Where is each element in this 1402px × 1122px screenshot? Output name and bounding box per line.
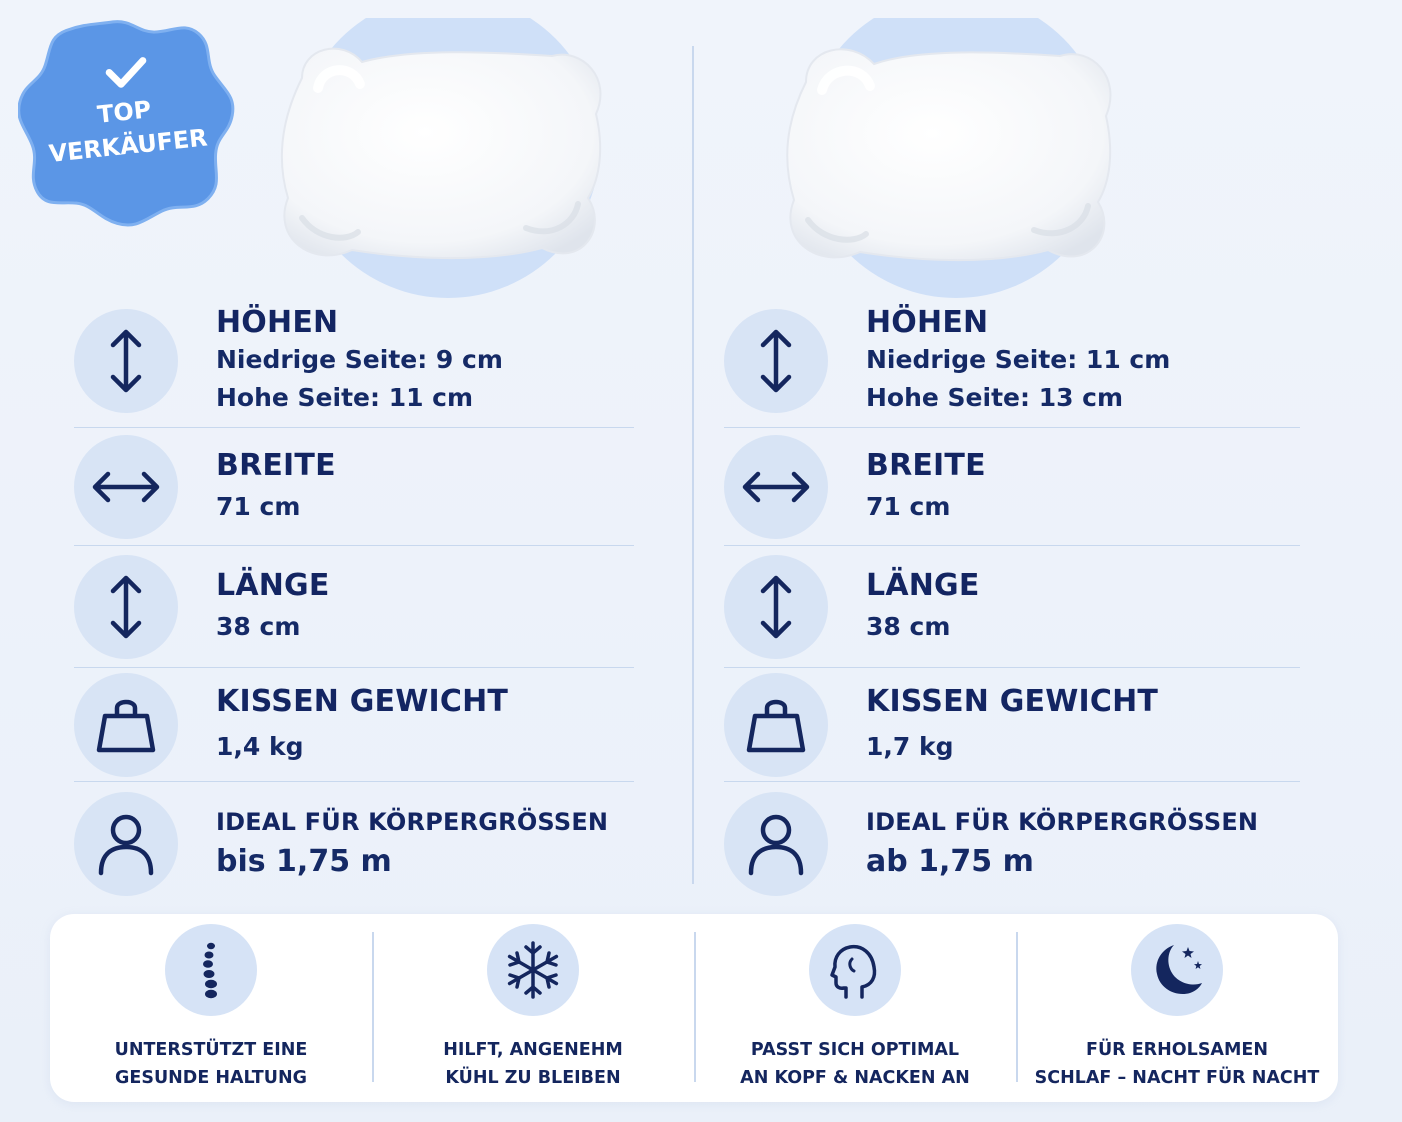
head-profile-icon	[822, 937, 888, 1003]
feature-icon-circle	[165, 924, 257, 1016]
spec-title: LÄNGE	[216, 567, 330, 603]
spec-row-heights	[724, 290, 1300, 428]
feature-label-line1: PASST SICH OPTIMAL	[750, 1040, 960, 1060]
spec-value: ab 1,75 m	[866, 844, 1034, 879]
feature-sleep	[1016, 914, 1338, 1102]
spec-value: bis 1,75 m	[216, 844, 392, 879]
horizontal-arrows-icon	[91, 452, 161, 522]
spec-value: Niedrige Seite: 9 cm	[216, 344, 503, 374]
weight-icon	[741, 690, 811, 760]
spec-column-high	[724, 290, 1300, 906]
icon-circle	[724, 309, 828, 413]
icon-circle	[74, 555, 178, 659]
icon-circle	[74, 792, 178, 896]
spec-row-body-height	[724, 782, 1300, 906]
spec-value: Hohe Seite: 13 cm	[866, 382, 1124, 412]
spec-row-weight	[724, 668, 1300, 782]
spine-icon	[178, 937, 244, 1003]
feature-label-line2: AN KOPF & NACKEN AN	[740, 1068, 970, 1088]
icon-circle	[724, 435, 828, 539]
person-icon	[741, 809, 811, 879]
spec-value: 71 cm	[866, 491, 951, 521]
feature-icon-circle	[809, 924, 901, 1016]
spec-value: 38 cm	[216, 611, 301, 641]
spec-row-heights	[74, 290, 634, 428]
top-seller-badge	[18, 14, 236, 228]
moon-stars-icon	[1144, 937, 1210, 1003]
spec-title: IDEAL FÜR KÖRPERGRÖSSEN	[216, 808, 609, 836]
pillow-image-low	[262, 18, 622, 298]
spec-row-length	[724, 546, 1300, 668]
feature-label-line1: FÜR ERHOLSAMEN	[1085, 1040, 1268, 1060]
spec-title: IDEAL FÜR KÖRPERGRÖSSEN	[866, 808, 1259, 836]
icon-circle	[74, 435, 178, 539]
column-divider	[692, 46, 694, 884]
spec-value: Niedrige Seite: 11 cm	[866, 344, 1171, 374]
feature-label-line2: SCHLAF – NACHT FÜR NACHT	[1034, 1068, 1320, 1088]
spec-title: BREITE	[216, 447, 336, 483]
snowflake-icon	[500, 937, 566, 1003]
vertical-arrows-icon	[91, 326, 161, 396]
spec-value: 1,7 kg	[866, 731, 954, 761]
feature-cooling	[372, 914, 694, 1102]
spec-title: KISSEN GEWICHT	[216, 683, 509, 719]
person-icon	[91, 809, 161, 879]
vertical-arrows-icon	[741, 572, 811, 642]
spec-row-body-height	[74, 782, 634, 906]
icon-circle	[74, 309, 178, 413]
badge-line2: VERKÄUFER	[47, 123, 209, 168]
spec-title: KISSEN GEWICHT	[866, 683, 1159, 719]
spec-row-weight	[74, 668, 634, 782]
feature-label-line1: UNTERSTÜTZT EINE	[114, 1040, 308, 1060]
pillow-image-high	[770, 18, 1130, 298]
feature-icon-circle	[487, 924, 579, 1016]
icon-circle	[724, 673, 828, 777]
feature-head-neck	[694, 914, 1016, 1102]
spec-column-low	[74, 290, 634, 906]
weight-icon	[91, 690, 161, 760]
icon-circle	[724, 792, 828, 896]
feature-posture	[50, 914, 372, 1102]
spec-value: 71 cm	[216, 491, 301, 521]
feature-label-line2: KÜHL ZU BLEIBEN	[445, 1068, 621, 1088]
spec-title: BREITE	[866, 447, 986, 483]
spec-row-length	[74, 546, 634, 668]
horizontal-arrows-icon	[741, 452, 811, 522]
spec-value: 1,4 kg	[216, 731, 304, 761]
spec-title: HÖHEN	[216, 304, 339, 340]
feature-bar	[50, 914, 1338, 1102]
icon-circle	[724, 555, 828, 659]
spec-value: Hohe Seite: 11 cm	[216, 382, 474, 412]
spec-title: HÖHEN	[866, 304, 989, 340]
spec-row-width	[74, 428, 634, 546]
spec-title: LÄNGE	[866, 567, 980, 603]
vertical-arrows-icon	[741, 326, 811, 396]
spec-value: 38 cm	[866, 611, 951, 641]
vertical-arrows-icon	[91, 572, 161, 642]
spec-row-width	[724, 428, 1300, 546]
badge-line1: TOP	[95, 95, 153, 129]
feature-icon-circle	[1131, 924, 1223, 1016]
feature-label-line1: HILFT, ANGENEHM	[443, 1040, 623, 1060]
feature-label-line2: GESUNDE HALTUNG	[115, 1068, 307, 1088]
icon-circle	[74, 673, 178, 777]
